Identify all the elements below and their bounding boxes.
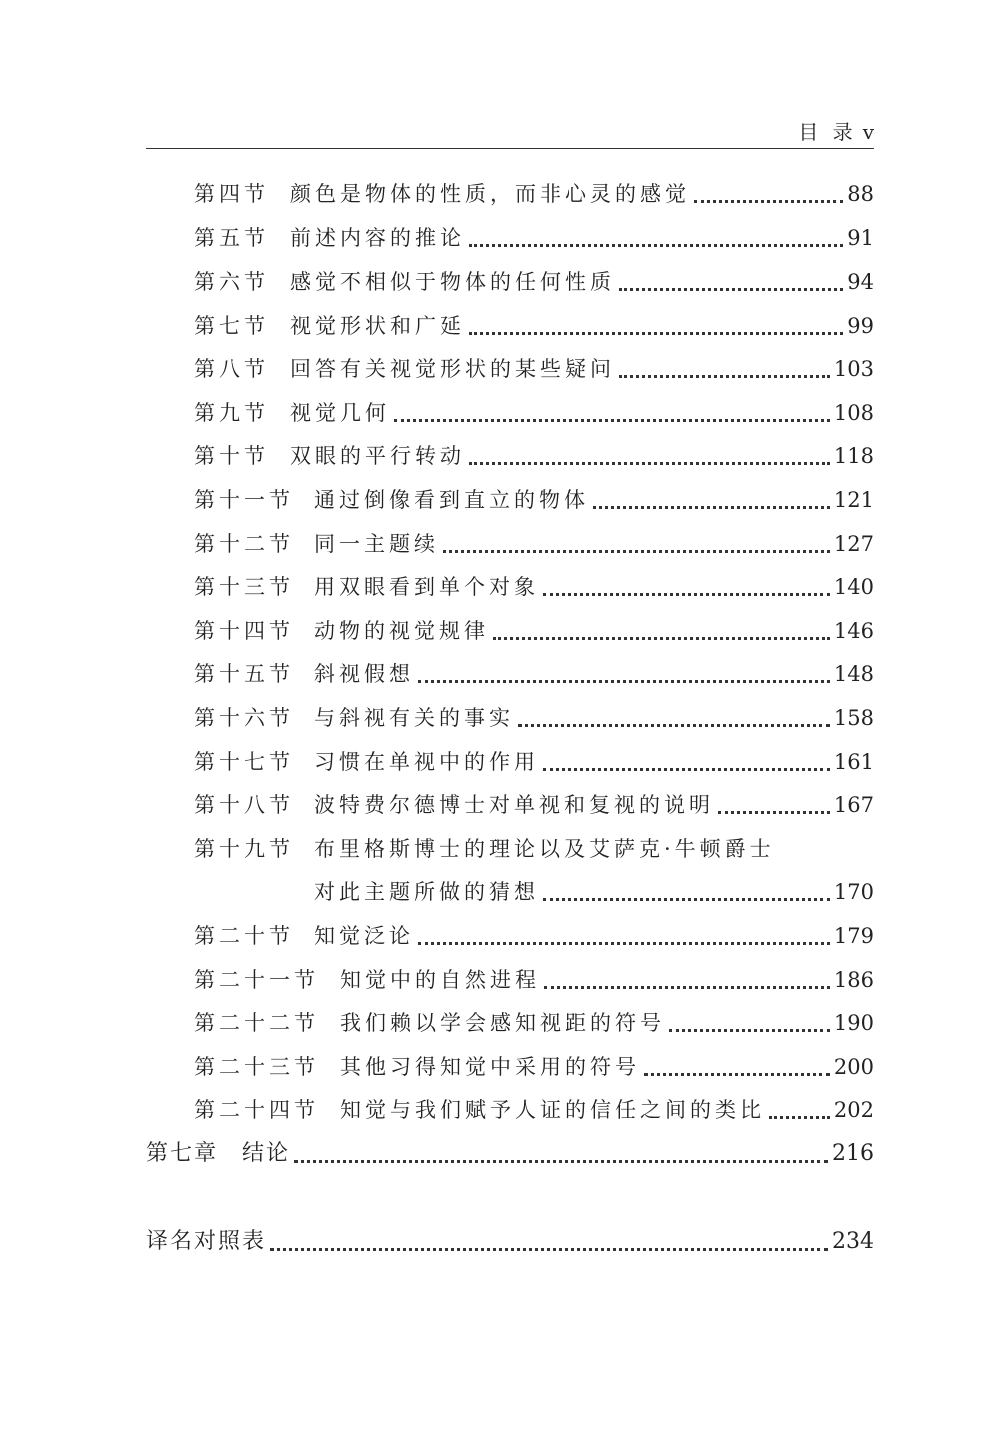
- dot-leader: [418, 942, 830, 945]
- dot-leader: [394, 419, 830, 422]
- toc-entry-title: 斜视假想: [314, 662, 414, 686]
- toc-entry-page-number: 170: [833, 880, 874, 904]
- toc-entry[interactable]: [194, 658, 874, 690]
- dot-leader: [694, 200, 843, 203]
- toc-entry-label: 第七章: [146, 1141, 219, 1166]
- toc-entry-label: 第十八节: [194, 793, 294, 817]
- toc-entry-title: 用双眼看到单个对象: [314, 575, 539, 599]
- toc-glossary[interactable]: [146, 1226, 874, 1258]
- header-page-number: v: [862, 120, 874, 144]
- toc-entry-label: 第十六节: [194, 706, 294, 730]
- dot-leader: [619, 375, 830, 378]
- toc-entry-page-number: 127: [833, 532, 874, 556]
- toc-entry-title: 布里格斯博士的理论以及艾萨克·牛顿爵士: [314, 837, 775, 861]
- dot-leader: [769, 1116, 830, 1119]
- toc-entry-page-number: 161: [833, 750, 874, 774]
- dot-leader: [544, 986, 830, 989]
- toc-entry-label: 第十三节: [194, 575, 294, 599]
- toc-entry-page-number: 179: [833, 924, 874, 948]
- toc-entry-page-number: 140: [833, 575, 874, 599]
- toc-entry-title: 通过倒像看到直立的物体: [314, 488, 589, 512]
- toc-entry-page-number: 202: [833, 1098, 874, 1122]
- toc-entry-continuation[interactable]: [194, 876, 874, 908]
- dot-leader: [469, 332, 843, 335]
- dot-leader: [443, 550, 830, 553]
- toc-chapter[interactable]: [146, 1138, 874, 1170]
- dot-leader: [718, 811, 830, 814]
- toc-entry-title: 波特费尔德博士对单视和复视的说明: [314, 793, 714, 817]
- dot-leader: [543, 898, 830, 901]
- dot-leader: [270, 1248, 828, 1251]
- toc-entry-title: 其他习得知觉中采用的符号: [340, 1055, 640, 1079]
- toc-entry-label: 第十九节: [194, 837, 294, 861]
- toc-entry-page-number: 91: [847, 226, 874, 250]
- toc-entry-label: 第十七节: [194, 750, 294, 774]
- toc-entry-title: 视觉形状和广延: [290, 314, 465, 338]
- toc-entry-title: 同一主题续: [314, 532, 439, 556]
- toc-entry-label: 第十四节: [194, 619, 294, 643]
- toc-entry[interactable]: [194, 484, 874, 516]
- toc-entry-page-number: 103: [833, 357, 874, 381]
- toc-entry-label: 第二十四节: [194, 1098, 319, 1122]
- dot-leader: [543, 768, 830, 771]
- dot-leader: [518, 724, 830, 727]
- toc-entry-label: 第二十三节: [194, 1055, 319, 1079]
- toc-entry-label: 第十五节: [194, 662, 294, 686]
- toc-entry-title: 与斜视有关的事实: [314, 706, 514, 730]
- toc-entry[interactable]: [194, 440, 874, 472]
- toc-entry-page-number: 99: [847, 314, 874, 338]
- toc-entry[interactable]: [194, 178, 874, 210]
- toc-entry[interactable]: [194, 615, 874, 647]
- toc-entry-title: 视觉几何: [290, 401, 390, 425]
- toc-entry[interactable]: [194, 353, 874, 385]
- toc-entry[interactable]: [194, 920, 874, 952]
- toc-entry-page-number: 94: [847, 270, 874, 294]
- toc-entry-title: 知觉与我们赋予人证的信任之间的类比: [340, 1098, 765, 1122]
- toc-entry[interactable]: [194, 528, 874, 560]
- toc-entry[interactable]: [194, 702, 874, 734]
- toc-entry-title: 颜色是物体的性质，而非心灵的感觉: [290, 182, 690, 206]
- toc-entry-title: 对此主题所做的猜想: [314, 880, 539, 904]
- dot-leader: [469, 462, 830, 465]
- toc-entry-label: 第二十一节: [194, 968, 319, 992]
- toc-entry-title: 结论: [242, 1141, 291, 1166]
- toc-entry-title: 知觉泛论: [314, 924, 414, 948]
- toc-entry-label: 第十节: [194, 444, 269, 468]
- dot-leader: [644, 1073, 830, 1076]
- toc-entry[interactable]: [194, 1007, 874, 1039]
- toc-entry-label: 第五节: [194, 226, 269, 250]
- toc-entry-label: 第七节: [194, 314, 269, 338]
- toc-entry-page-number: 121: [833, 488, 874, 512]
- toc-entry-title: 译名对照表: [146, 1229, 267, 1254]
- toc-entry[interactable]: [194, 1094, 874, 1126]
- toc-entry[interactable]: [194, 964, 874, 996]
- toc-entry-label: 第九节: [194, 401, 269, 425]
- toc-entry-label: 第二十节: [194, 924, 294, 948]
- dot-leader: [619, 288, 843, 291]
- toc-entry-title: 我们赖以学会感知视距的符号: [340, 1011, 665, 1035]
- toc-entry-label: 第十一节: [194, 488, 294, 512]
- dot-leader: [294, 1160, 828, 1163]
- header-section: 目 录: [798, 120, 857, 144]
- toc-entry-title: 回答有关视觉形状的某些疑问: [290, 357, 615, 381]
- dot-leader: [493, 637, 830, 640]
- toc-entry-page-number: 186: [833, 968, 874, 992]
- dot-leader: [593, 506, 830, 509]
- toc-entry-page-number: 88: [847, 182, 874, 206]
- toc-entry[interactable]: [194, 833, 874, 865]
- toc-entry[interactable]: [194, 746, 874, 778]
- toc-entry[interactable]: [194, 789, 874, 821]
- toc-entry[interactable]: [194, 266, 874, 298]
- toc-entry[interactable]: [194, 1051, 874, 1083]
- toc-entry-page-number: 190: [833, 1011, 874, 1035]
- toc-entry-title: 双眼的平行转动: [290, 444, 465, 468]
- toc-entry-page-number: 108: [833, 401, 874, 425]
- toc-entry[interactable]: [194, 571, 874, 603]
- toc-entry-label: 第六节: [194, 270, 269, 294]
- toc-entry-page-number: 200: [833, 1055, 874, 1079]
- toc-entry[interactable]: [194, 397, 874, 429]
- dot-leader: [469, 244, 843, 247]
- toc-entry-page-number: 118: [833, 444, 874, 468]
- toc-entry-title: 知觉中的自然进程: [340, 968, 540, 992]
- toc-entry-title: 动物的视觉规律: [314, 619, 489, 643]
- dot-leader: [669, 1029, 830, 1032]
- toc-entry-label: 第四节: [194, 182, 269, 206]
- toc-entry-label: 第十二节: [194, 532, 294, 556]
- dot-leader: [418, 680, 830, 683]
- toc-entry-page-number: 148: [833, 662, 874, 686]
- toc-entry[interactable]: [194, 310, 874, 342]
- dot-leader: [543, 593, 830, 596]
- toc-entry-page-number: 216: [832, 1141, 874, 1166]
- toc-entry-title: 前述内容的推论: [290, 226, 465, 250]
- toc-entry[interactable]: [194, 222, 874, 254]
- toc-entry-label: 第二十二节: [194, 1011, 319, 1035]
- toc-entry-page-number: 234: [832, 1229, 874, 1254]
- toc-entry-page-number: 167: [833, 793, 874, 817]
- toc-entry-label: 第八节: [194, 357, 269, 381]
- toc-entry-page-number: 158: [833, 706, 874, 730]
- toc-entry-title: 习惯在单视中的作用: [314, 750, 539, 774]
- toc-entry-page-number: 146: [833, 619, 874, 643]
- toc-entry-title: 感觉不相似于物体的任何性质: [290, 270, 615, 294]
